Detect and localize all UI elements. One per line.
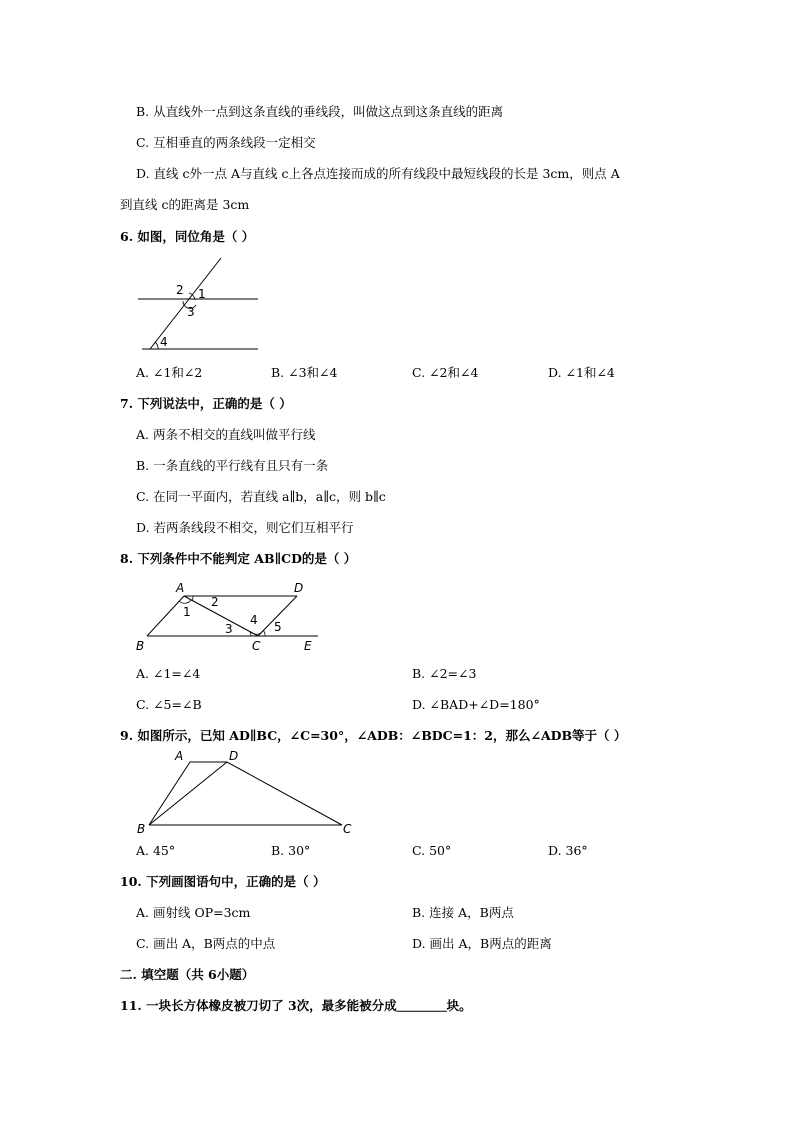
q10-option-c: C. 画出 A，B两点的中点 xyxy=(136,936,276,951)
q6-label-1: 1 xyxy=(198,287,206,301)
section-heading-fill-in: 二. 填空题（共 6小题） xyxy=(120,967,255,982)
q8-point-e: E xyxy=(304,639,312,653)
q7-option-c: C. 在同一平面内，若直线 a∥b，a∥c，则 b∥c xyxy=(136,489,386,504)
q5-option-d-line2: 到直线 c的距离是 3cm xyxy=(120,197,250,212)
q9-point-c: C xyxy=(343,822,352,836)
q7-stem: 7. 下列说法中，正确的是（ ） xyxy=(120,396,292,411)
q5-option-b: B. 从直线外一点到这条直线的垂线段，叫做这点到这条直线的距离 xyxy=(136,104,504,119)
q9-segment-bd xyxy=(149,762,227,825)
q9-point-a: A xyxy=(175,749,184,763)
q8-stem: 8. 下列条件中不能判定 AB∥CD的是（ ） xyxy=(120,551,357,566)
q6-stem: 6. 如图，同位角是（ ） xyxy=(120,229,255,244)
q10-option-a: A. 画射线 OP=3cm xyxy=(136,905,251,920)
q6-option-a: A. ∠1和∠2 xyxy=(136,365,203,380)
q9-option-d: D. 36° xyxy=(548,843,588,858)
q5-option-c: C. 互相垂直的两条线段一定相交 xyxy=(136,135,316,150)
q9-option-a: A. 45° xyxy=(136,843,176,858)
q8-angle-4: 4 xyxy=(250,613,258,627)
q7-option-b: B. 一条直线的平行线有且只有一条 xyxy=(136,458,329,473)
q8-option-b: B. ∠2=∠3 xyxy=(412,666,477,681)
q8-angle-1: 1 xyxy=(183,605,191,619)
q9-segment-ab xyxy=(149,762,190,825)
q8-angle-3: 3 xyxy=(225,622,233,636)
q8-point-d: D xyxy=(294,581,304,595)
q10-option-b: B. 连接 A，B两点 xyxy=(412,905,514,920)
q8-option-d: D. ∠BAD+∠D=180° xyxy=(412,697,540,712)
q8-option-a: A. ∠1=∠4 xyxy=(136,666,201,681)
q9-segment-dc xyxy=(227,762,342,825)
q8-angle-5: 5 xyxy=(274,620,282,634)
q9-option-b: B. 30° xyxy=(271,843,311,858)
q8-option-c: C. ∠5=∠B xyxy=(136,697,202,712)
q6-option-d: D. ∠1和∠4 xyxy=(548,365,615,380)
q8-point-b: B xyxy=(136,639,145,653)
q10-stem: 10. 下列画图语句中，正确的是（ ） xyxy=(120,874,326,889)
q8-point-c: C xyxy=(252,639,261,653)
q9-stem: 9. 如图所示，已知 AD∥BC，∠C=30°，∠ADB：∠BDC=1：2，那么∠ADB等于（ ） xyxy=(120,728,627,743)
q11-stem: 11. 一块长方体橡皮被刀切了 3次，最多能被分成＿＿＿＿块。 xyxy=(120,998,472,1013)
q5-option-d-line1: D. 直线 c外一点 A与直线 c上各点连接而成的所有线段中最短线段的长是 3cm，则点 A xyxy=(136,166,620,181)
q7-option-a: A. 两条不相交的直线叫做平行线 xyxy=(136,427,316,442)
q8-angle-2: 2 xyxy=(211,595,219,609)
q6-option-c: C. ∠2和∠4 xyxy=(412,365,479,380)
q9-point-d: D xyxy=(229,749,239,763)
q6-option-b: B. ∠3和∠4 xyxy=(271,365,338,380)
q9-option-c: C. 50° xyxy=(412,843,452,858)
q10-option-d: D. 画出 A，B两点的距离 xyxy=(412,936,552,951)
q9-point-b: B xyxy=(137,822,146,836)
q6-label-2: 2 xyxy=(176,283,184,297)
q8-point-a: A xyxy=(176,581,185,595)
q7-option-d: D. 若两条线段不相交，则它们互相平行 xyxy=(136,520,354,535)
q6-label-3: 3 xyxy=(187,305,195,319)
q6-label-4: 4 xyxy=(160,335,168,349)
